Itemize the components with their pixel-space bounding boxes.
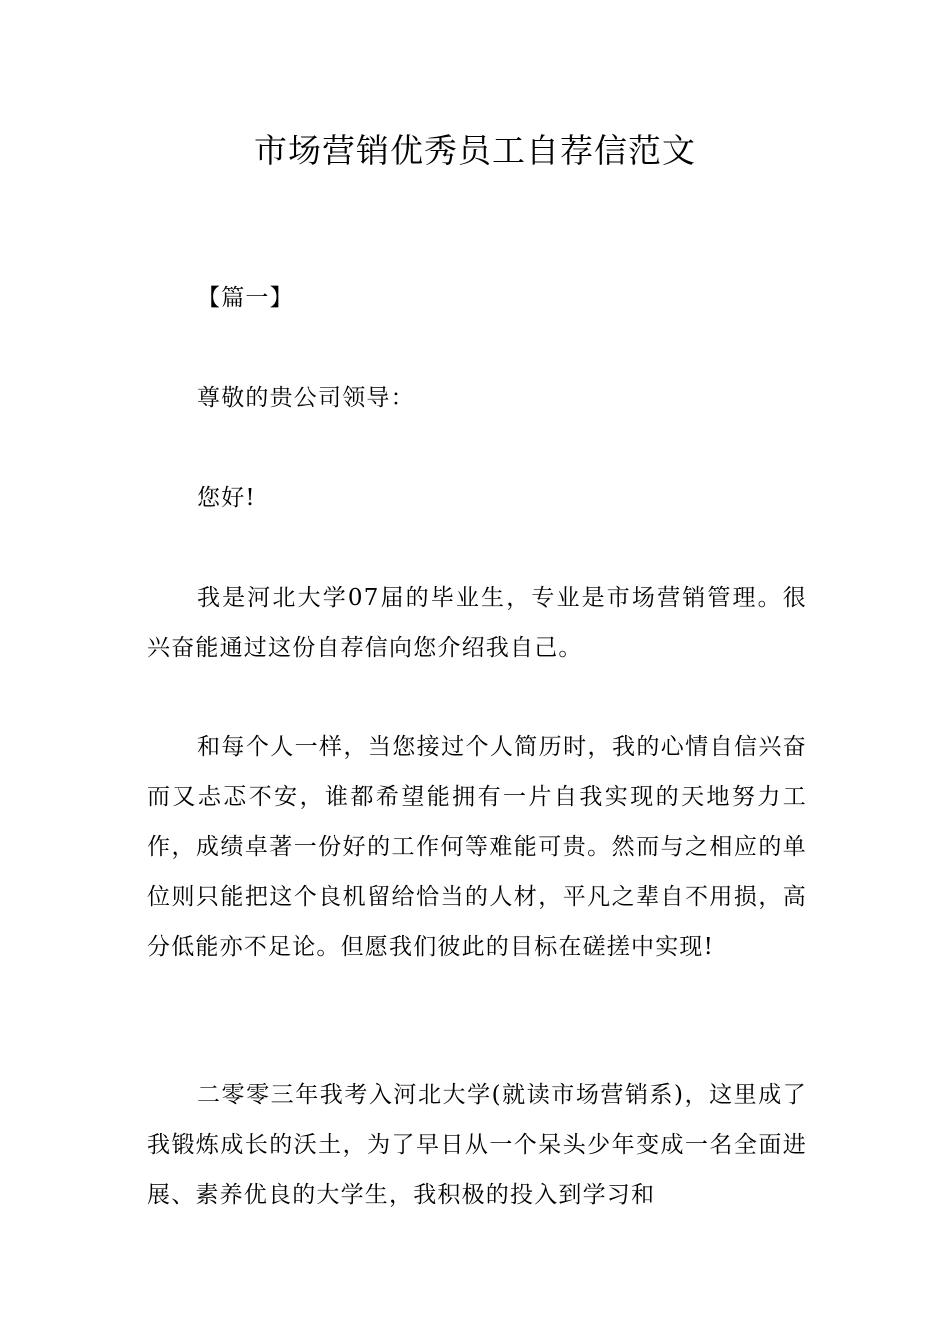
paragraph-intro: 我是河北大学07届的毕业生，专业是市场营销管理。很兴奋能通过这份自荐信向您介绍我自己。 (147, 585, 807, 661)
document-title: 市场营销优秀员工自荐信范文 (254, 131, 696, 170)
paragraph-education: 二零零三年我考入河北大学(就读市场营销系)，这里成了我锻炼成长的沃土，为了早日从一个呆头少年变成一名全面进展、素养优良的大学生，我积极的投入到学习和 (147, 1082, 807, 1208)
section-label: 【篇一】 (197, 285, 294, 311)
paragraph-motivation: 和每个人一样，当您接过个人简历时，我的心情自信兴奋而又忐忑不安，谁都希望能拥有一片自我实现的天地努力工作，成绩卓著一份好的工作何等难能可贵。然而与之相应的单位则只能把这个良机留给恰当的人材，平凡之辈自不用损，高分低能亦不足论。但愿我们彼此的目标在磋搓中实现! (147, 734, 807, 960)
greeting: 您好! (197, 485, 256, 511)
salutation: 尊敬的贵公司领导： (197, 385, 415, 411)
